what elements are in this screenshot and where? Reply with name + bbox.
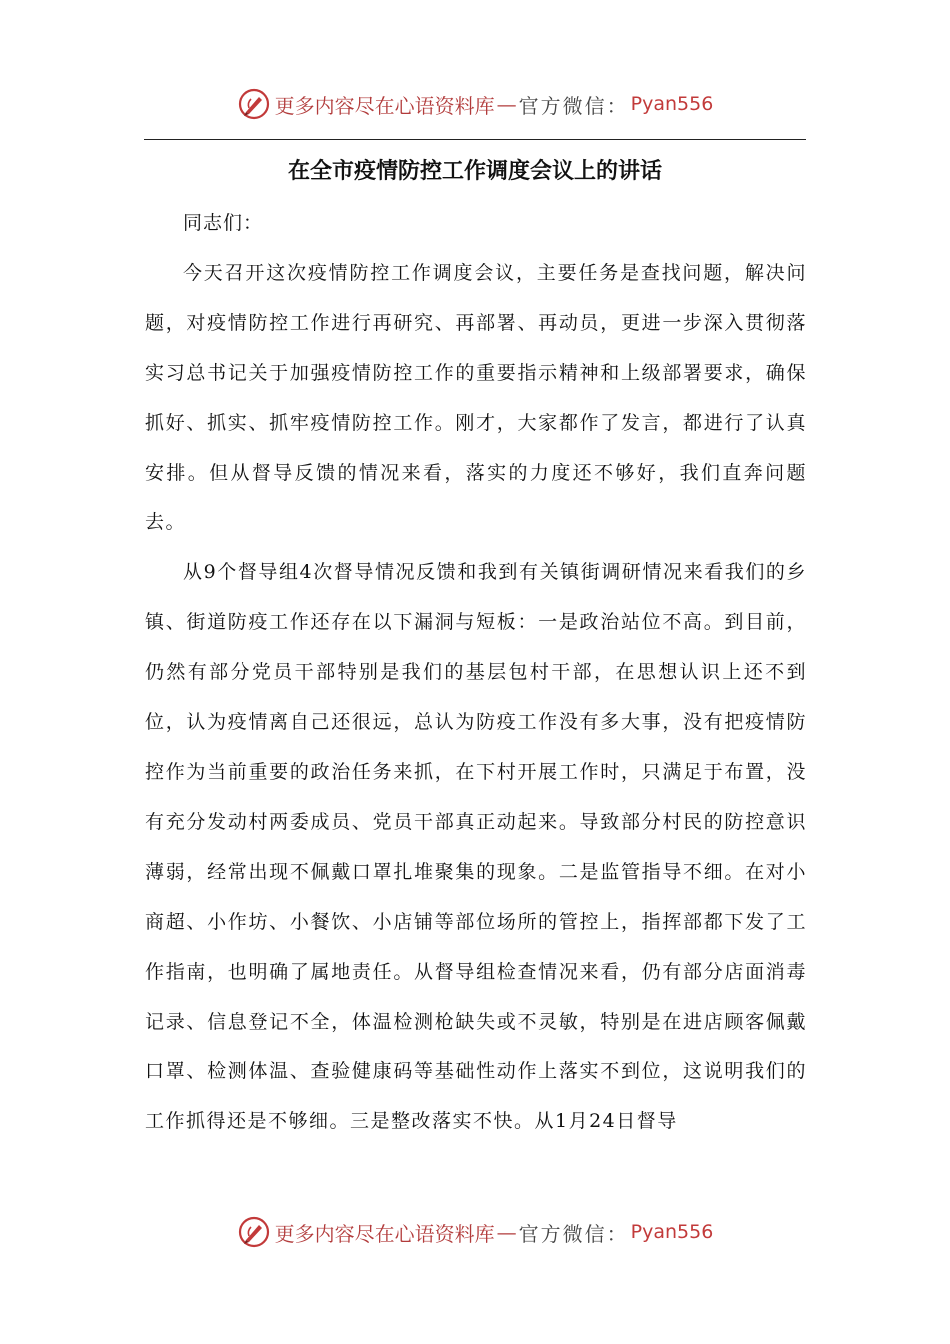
document-title: 在全市疫情防控工作调度会议上的讲话 [287,159,662,184]
paragraph-1: 今天召开这次疫情防控工作调度会议，主要任务是查找问题，解决问题，对疫情防控工作进行再研究、再部署、再动员，更进一步深入贯彻落实习总书记关于加强疫情防控工作的重要指示精神和上级部署要求，确保抓好、抓实、抓牢疫情防控工作。刚才，大家都作了发言，都进行了认真安排。但从督导反馈的情况来看，落实的力度还不够好，我们直奔问题去。 [145,261,807,534]
banner-sub-text: 官方微信： [518,93,629,118]
banner-brand-text: 更多内容尽在心语资料库 [274,1221,495,1246]
banner-dash: — [496,92,517,116]
paragraph-2: 从9个督导组4次督导情况反馈和我到有关镇街调研情况来看我们的乡镇、街道防疫工作还存在以下漏洞与短板：一是政治站位不高。到目前，仍然有部分党员干部特别是我们的基层包村干部，在思想认识上还不到位，认为疫情离自己还很远，总认为防疫工作没有多大事，没有把疫情防控作为当前重要的政治任务来抓，在下村开展工作时，只满足于布置，没有充分发动村两委成员、党员干部真正动起来。导致部分村民的防控意识薄弱，经常出现不佩戴口罩扎堆聚集的现象。二是监管指导不细。在对小商超、小作坊、小餐饮、小店铺等部位场所的管控上，指挥部都下发了工作指南，也明确了属地责任。从督导组检查情况来看，仍有部分店面消毒记录、信息登记不全，体温检测枪缺失或不灵敏，特别是在进店顾客佩戴口罩、检测体温、查验健康码等基础性动作上落实不到位，这说明我们的工作抓得还是不够细。三是整改落实不快。从1月24日督导 [145,561,807,1133]
banner-dash: — [496,1220,517,1244]
header-watermark-banner [0,84,950,124]
footer-watermark-banner [0,1212,950,1252]
banner-brand-text: 更多内容尽在心语资料库 [274,93,495,118]
banner-wechat-id: Pyan556 [630,1221,714,1243]
banner-wechat-id: Pyan556 [630,93,714,115]
document-body [145,199,807,1147]
banner-sub-text: 官方微信： [518,1221,629,1246]
greeting: 同志们： [183,212,264,234]
header-divider [144,139,806,140]
pen-logo-icon [237,1215,271,1249]
pen-logo-icon [237,87,271,121]
